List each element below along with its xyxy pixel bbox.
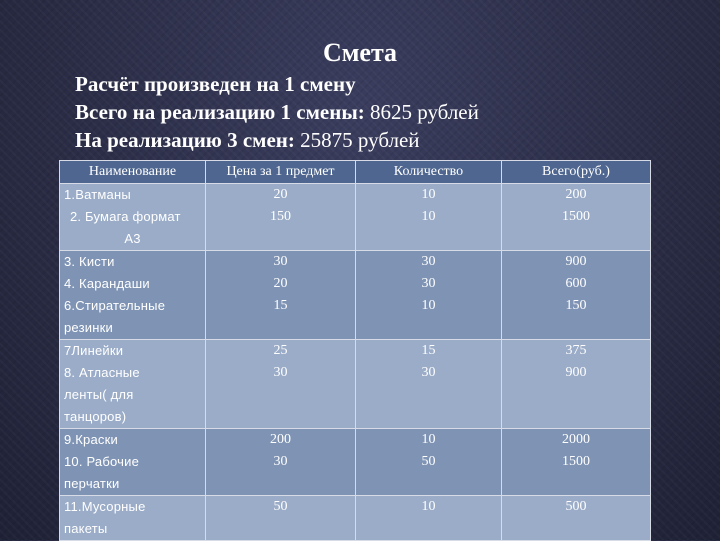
table-cell-price xyxy=(206,496,356,541)
table-cell-qty xyxy=(356,184,502,251)
cell-line: 375 xyxy=(565,343,587,358)
cell-line: 15 xyxy=(273,298,288,313)
cell-line: 30 xyxy=(273,365,288,380)
cell-line: 11.Мусорные xyxy=(64,499,146,514)
cell-line: перчатки xyxy=(64,476,120,491)
cell-line xyxy=(360,518,497,540)
cell-line: 50 xyxy=(273,499,288,514)
table-cell-name xyxy=(60,184,206,251)
cell-line: 20 xyxy=(273,276,288,291)
cell-line: 200 xyxy=(270,432,291,447)
cell-line: 500 xyxy=(565,499,587,514)
one-shift-total-line: Всего на реализацию 1 смены: 8625 рублей xyxy=(75,100,479,124)
table-row xyxy=(60,429,651,496)
table-header-row xyxy=(60,161,651,184)
cell-line xyxy=(210,317,351,339)
table-row xyxy=(60,340,651,429)
cell-line: 2. Бумага формат xyxy=(70,209,181,224)
table-row xyxy=(60,251,651,340)
table-cell-total xyxy=(502,340,651,429)
cell-line: 10 xyxy=(421,209,436,224)
table-cell-total xyxy=(502,429,651,496)
cell-line xyxy=(360,228,497,250)
table-cell-total xyxy=(502,496,651,541)
cell-line xyxy=(506,406,646,428)
cell-line: 2000 xyxy=(562,432,590,447)
table-cell-qty xyxy=(356,251,502,340)
cell-line: 1500 xyxy=(562,209,590,224)
table-cell-qty xyxy=(356,340,502,429)
cell-line xyxy=(360,384,497,406)
shift-calc-line: Расчёт произведен на 1 смену xyxy=(75,72,356,96)
one-shift-total-value: 8625 рублей xyxy=(364,100,479,124)
cell-line: 30 xyxy=(421,276,436,291)
cell-line xyxy=(210,406,351,428)
cell-line: 900 xyxy=(565,365,587,380)
cell-line: 15 xyxy=(421,343,436,358)
table-cell-price xyxy=(206,429,356,496)
table-row xyxy=(60,496,651,541)
cell-line: 900 xyxy=(565,254,587,269)
table-cell-name xyxy=(60,496,206,541)
table-cell-name xyxy=(60,340,206,429)
cell-line xyxy=(360,317,497,339)
cell-line xyxy=(506,228,646,250)
page-title: Смета xyxy=(322,38,398,67)
cell-line xyxy=(210,228,351,250)
cell-line xyxy=(506,384,646,406)
cell-line xyxy=(506,317,646,339)
cell-line: 150 xyxy=(270,209,291,224)
cell-line: А3 xyxy=(124,231,141,246)
cell-line: 10 xyxy=(421,187,436,202)
table-cell-price xyxy=(206,251,356,340)
cell-line xyxy=(360,406,497,428)
cell-line: 30 xyxy=(273,254,288,269)
cell-line xyxy=(360,473,497,495)
table-cell-name xyxy=(60,429,206,496)
column-header: Всего(руб.) xyxy=(502,161,651,184)
three-shift-total-value: 25875 рублей xyxy=(294,128,420,152)
table-cell-name xyxy=(60,251,206,340)
cell-line: 30 xyxy=(421,254,436,269)
table-cell-price xyxy=(206,184,356,251)
column-header: Наименование xyxy=(60,161,206,184)
column-header: Количество xyxy=(356,161,502,184)
cell-line: 200 xyxy=(565,187,587,202)
table-cell-total xyxy=(502,184,651,251)
cell-line: 7Линейки xyxy=(64,343,124,358)
cell-line: 30 xyxy=(421,365,436,380)
cell-line: 10 xyxy=(421,432,436,447)
cell-line: 1500 xyxy=(562,454,590,469)
cell-line: 50 xyxy=(421,454,436,469)
table-row xyxy=(60,184,651,251)
cell-line: 1.Ватманы xyxy=(64,187,131,202)
three-shift-total-line: На реализацию 3 смен: 25875 рублей xyxy=(75,128,420,152)
cell-line xyxy=(506,518,646,540)
cell-line: ленты( для xyxy=(64,387,134,402)
estimate-table xyxy=(59,160,651,541)
table-cell-qty xyxy=(356,496,502,541)
cell-line xyxy=(506,473,646,495)
cell-line: резинки xyxy=(64,320,113,335)
cell-line: 10. Рабочие xyxy=(64,454,140,469)
cell-line: пакеты xyxy=(64,521,108,536)
cell-line: 600 xyxy=(565,276,587,291)
cell-line: танцоров) xyxy=(64,409,127,424)
cell-line xyxy=(210,518,351,540)
cell-line: 8. Атласные xyxy=(64,365,140,380)
cell-line: 150 xyxy=(565,298,587,313)
table-cell-qty xyxy=(356,429,502,496)
cell-line: 10 xyxy=(421,499,436,514)
cell-line: 6.Стирательные xyxy=(64,298,166,313)
cell-line xyxy=(210,384,351,406)
table-cell-price xyxy=(206,340,356,429)
cell-line xyxy=(210,473,351,495)
table-cell-total xyxy=(502,251,651,340)
cell-line: 9.Краски xyxy=(64,432,118,447)
cell-line: 10 xyxy=(421,298,436,313)
cell-line: 25 xyxy=(273,343,288,358)
cell-line: 20 xyxy=(273,187,288,202)
cell-line: 4. Карандаши xyxy=(64,276,150,291)
cell-line: 30 xyxy=(273,454,288,469)
cell-line: 3. Кисти xyxy=(64,254,115,269)
column-header: Цена за 1 предмет xyxy=(206,161,356,184)
